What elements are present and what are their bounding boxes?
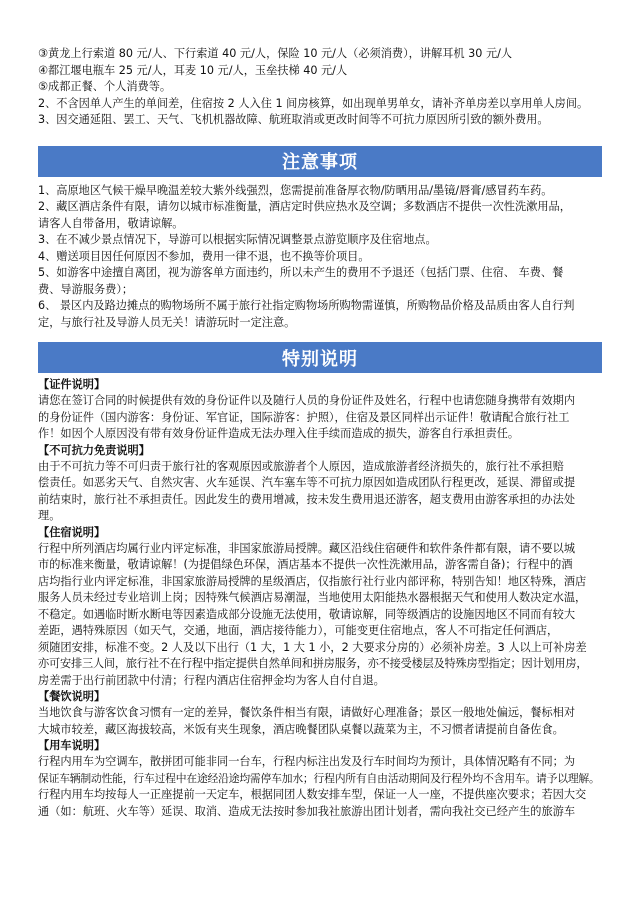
section-line: 作！如因个人原因没有带有效身份证件造成无法办理入住手续而造成的损失，游客自行承担责任。 [38, 427, 520, 440]
section-line: 行程内用车均按每人一正座提前一天定车，根据同团人数安排车型，保证一人一座，不提供座次要求；若因大交 [38, 788, 587, 801]
fee-exclusion-list [38, 46, 602, 129]
notes-line: 3、在不减少景点情况下，导游可以根据实际情况调整景点游览顺序及住宿地点。 [38, 233, 437, 246]
special-banner: 特别说明 [38, 342, 602, 373]
section-heading: 【餐饮说明】 [38, 690, 106, 703]
section-line: 偿责任。如恶劣天气、自然灾害、火车延误、汽车塞车等不可抗力原因如造成团队行程更改，延误、滞留或提 [38, 476, 576, 489]
section-line: 不稳定。如遇临时断水断电等因素造成部分设施无法使用，敬请谅解，同等级酒店的设施因地区不同而有较大 [38, 607, 576, 621]
notes-line: 5、如游客中途擅自离团，视为游客单方面违约，所以未产生的费用不予退还（包括门票、住宿、 车费、餐 [38, 266, 564, 279]
notes-line: 6、 景区内及路边摊点的购物场所不属于旅行社指定购物场所购物需谨慎，所购物品价格及品质由客人自行判 [38, 299, 575, 312]
section-force-majeure [38, 443, 602, 525]
notes-line: 请客人自带备用，敬请谅解。 [38, 216, 184, 230]
section-line: 的身份证件（国内游客：身份证、军官证，国际游客：护照），住宿及景区同样出示证件！敬请配合旅行社工 [38, 410, 570, 424]
section-line: 差距，遇特殊原因（如天气，交通，地面，酒店接待能力），可能变更住宿地点，客人不可指定任何酒店， [38, 624, 559, 637]
section-line: 大城市较差，藏区海拔较高，米饭有夹生现象，酒店晚餐团队桌餐以蔬菜为主，不习惯者请提前自备佐食。 [38, 722, 564, 736]
notes-list [38, 183, 602, 332]
fee-item-single-room: 2、不含因单人产生的单间差，住宿按 2 人入住 1 间房核算，如出现单男单女，请补齐单房差以享用单人房间。 [38, 96, 589, 110]
section-line: 由于不可抗力等不可归责于旅行社的客观原因或旅游者个人原因，造成旅游者经济损失的，旅行社不承担赔 [38, 459, 564, 473]
section-line: 当地饮食与游客饮食习惯有一定的差异，餐饮条件相当有限，请做好心理准备；景区一般地处偏远，餐标相对 [38, 706, 576, 719]
notes-line: 费、导游服务费）； [38, 282, 134, 296]
notes-line: 1、高原地区气候干燥早晚温差较大紫外线强烈，您需提前准备厚衣物/防晒用品/墨镜/唇膏/感冒药车药。 [38, 183, 553, 197]
section-meals [38, 689, 602, 738]
section-documents [38, 377, 602, 443]
section-line: 亦可安排三人间，旅行社不在行程中指定提供自然单间和拼房服务，亦不接受楼层及特殊房型指定；因计划用房， [38, 657, 588, 670]
section-line: 服务人员未经过专业培训上岗；因特殊气候酒店易潮湿，当地使用太阳能热水器根据天气和使用人数决定水温， [38, 591, 587, 604]
document-page [38, 46, 602, 820]
section-line: 须随团安排，标准不变。2 人及以下出行（1 大，1 大 1 小，2 大要求分房的）必须补房差。3 人以上可补房差 [38, 640, 587, 654]
section-accommodation [38, 525, 602, 690]
section-line: 市的标准来衡量，敬请谅解！(为提倡绿色环保，酒店基本不提供一次性洗漱用品，游客需自备)；行程中的酒 [38, 558, 573, 571]
section-heading: 【住宿说明】 [38, 525, 106, 539]
section-heading: 【证件说明】 [38, 378, 106, 391]
section-line: 请您在签订合同的时候提供有效的身份证件以及随行人员的身份证件及姓名，行程中也请您随身携带有效期内 [38, 394, 576, 407]
notes-line: 定，与旅行社及导游人员无关！请游玩时一定注意。 [38, 315, 296, 329]
fee-item-meals: ⑤成都正餐、个人消费等。 [38, 80, 172, 93]
fee-item-force-majeure: 3、因交通延阻、罢工、天气、飞机机器故障、航班取消或更改时间等不可抗力原因所引致的额外费用。 [38, 113, 549, 126]
section-transport [38, 738, 602, 820]
section-line: 理。 [38, 509, 61, 522]
fee-item-huanglong: ③黄龙上行索道 80 元/人、下行索道 40 元/人，保险 10 元/人（必须消费），讲解耳机 30 元/人 [38, 47, 513, 60]
section-line: 行程内用车为空调车，散拼团可能非同一台车，行程内标注出发及行车时间均为预计，具体情况略有不同；为 [38, 755, 576, 768]
notes-line: 2、藏区酒店条件有限，请勿以城市标准衡量，酒店定时供应热水及空调；多数酒店不提供一次性洗漱用品， [38, 200, 571, 213]
section-heading: 【用车说明】 [38, 739, 106, 752]
notes-banner: 注意事项 [38, 146, 602, 177]
section-line: 通（如：航班、火车等）延误、取消、造成无法按时参加我社旅游出团计划者，需向我社交已经产生的旅游车 [38, 804, 576, 818]
fee-item-dujiangyan: ④都江堰电瓶车 25 元/人，耳麦 10 元/人，玉垒扶梯 40 元/人 [38, 63, 348, 77]
section-line: 保证车辆制动性能，行车过程中在途经沿途均需停车加水；行程内所有自由活动期间及行程外均不含用车。请予以理解。 [38, 771, 600, 785]
notes-line: 4、赠送项目因任何原因不参加，费用一律不退，也不换等价项目。 [38, 249, 370, 263]
section-line: 房差需于出行前团款中付清；行程内酒店住宿押金均为客人自付自退。 [38, 673, 385, 687]
section-line: 店均指行业内评定标准，非国家旅游局授牌的星级酒店，仅指旅行社行业内部评称，特别告知！地区特殊，酒店 [38, 574, 587, 588]
section-heading: 【不可抗力免责说明】 [38, 443, 150, 457]
section-line: 前结束时，旅行社不承担责任。因此发生的费用增减，按未发生费用退还游客，超支费用由游客承担的办法处 [38, 492, 576, 506]
section-line: 行程中所列酒店均属行业内评定标准，非国家旅游局授牌。藏区沿线住宿硬件和软件条件都有限，请不要以城 [38, 541, 576, 555]
